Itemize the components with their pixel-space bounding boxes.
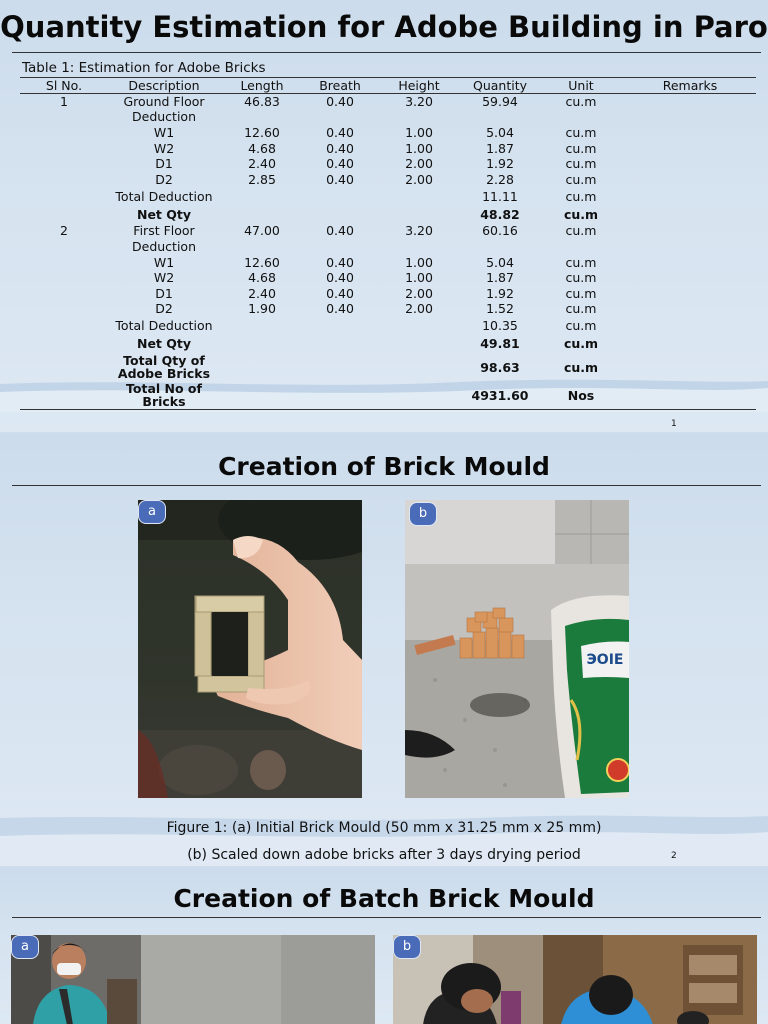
sl-no-cell: [20, 239, 108, 255]
height-cell: 3.20: [405, 93, 433, 109]
figure-caption-line2: (b) Scaled down adobe bricks after 3 days drying period: [187, 847, 581, 863]
sl-no-cell: [20, 172, 108, 188]
remarks-cell: [624, 94, 756, 110]
unit-cell: cu.m: [563, 206, 599, 222]
table-row: [20, 317, 756, 335]
column-header: Breath: [304, 78, 376, 94]
quantity-cell: 98.63: [480, 359, 520, 375]
unit-cell: cu.m: [565, 93, 597, 109]
height-cell: [376, 335, 462, 353]
breath-cell: 0.40: [326, 301, 354, 317]
quantity-cell: 59.94: [482, 93, 518, 109]
table-row: [20, 156, 756, 172]
sl-no-cell: [20, 353, 108, 381]
remarks-cell: [624, 381, 756, 410]
unit-cell: cu.m: [565, 223, 597, 239]
unit-cell: cu.m: [565, 188, 597, 204]
unit-cell: cu.m: [565, 301, 597, 317]
svg-text:ЭOIE: ЭOIE: [586, 652, 624, 668]
description-cell: Ground Floor: [123, 93, 205, 109]
quantity-cell: 48.82: [480, 206, 520, 222]
title-divider: [12, 485, 761, 486]
sl-no-cell: [20, 302, 108, 318]
photo-badge-a: a: [11, 935, 39, 959]
remarks-cell: [624, 335, 756, 353]
unit-cell: cu.m: [565, 140, 597, 156]
quantity-cell: 1.87: [486, 140, 514, 156]
table-row: [20, 381, 756, 410]
height-cell: 3.20: [405, 223, 433, 239]
breath-cell: 0.40: [326, 285, 354, 301]
description-cell: W2: [153, 140, 175, 156]
table-row: [20, 270, 756, 286]
unit-cell: [538, 239, 624, 255]
column-header: Height: [376, 78, 462, 94]
breath-cell: [304, 317, 376, 335]
batch-mould-photo-b: [393, 935, 757, 1024]
height-cell: [376, 317, 462, 335]
estimation-table: [20, 77, 756, 410]
height-cell: 1.00: [405, 124, 433, 140]
column-header: Remarks: [624, 78, 756, 94]
table-row: [20, 224, 756, 240]
breath-cell: [304, 381, 376, 410]
dried-bricks-photo: [405, 500, 629, 798]
photo-badge-b: b: [409, 502, 437, 526]
sl-no-cell: [20, 317, 108, 335]
sl-no-cell: [20, 110, 108, 126]
table-row: [20, 141, 756, 157]
description-cell: W2: [153, 270, 175, 286]
breath-cell: 0.40: [326, 254, 354, 270]
length-cell: 46.83: [244, 93, 280, 109]
description-cell: Total Deduction: [115, 188, 213, 204]
page-number: 2: [671, 851, 677, 861]
length-cell: 4.68: [248, 140, 276, 156]
table-caption: Table 1: Estimation for Adobe Bricks: [22, 60, 266, 76]
slide-title: Creation of Batch Brick Mould: [173, 884, 595, 913]
height-cell: [376, 206, 462, 224]
slide-batch-brick-mould: [0, 868, 768, 1024]
length-cell: 1.90: [248, 301, 276, 317]
length-cell: [220, 239, 304, 255]
quantity-cell: 1.52: [486, 301, 514, 317]
description-cell: D1: [155, 156, 173, 172]
quantity-cell: 1.92: [486, 156, 514, 172]
column-header: Length: [220, 78, 304, 94]
description-cell: W1: [153, 254, 175, 270]
unit-cell: cu.m: [565, 156, 597, 172]
height-cell: [376, 188, 462, 206]
height-cell: [376, 353, 462, 381]
sl-no-cell: [20, 206, 108, 224]
breath-cell: 0.40: [326, 140, 354, 156]
page-title: Quantity Estimation for Adobe Building in Paro: [0, 10, 768, 44]
height-cell: 2.00: [405, 156, 433, 172]
quantity-cell: 4931.60: [462, 381, 538, 410]
length-cell: [220, 110, 304, 126]
description-cell: D2: [155, 301, 173, 317]
length-cell: [220, 206, 304, 224]
breath-cell: [304, 110, 376, 126]
description-cell: Deduction: [132, 238, 196, 254]
quantity-cell: [462, 110, 538, 126]
description-cell: W1: [153, 124, 175, 140]
table-row: [20, 110, 756, 126]
remarks-cell: [624, 188, 756, 206]
quantity-cell: 1.92: [486, 285, 514, 301]
breath-cell: 0.40: [326, 171, 354, 187]
length-cell: [220, 353, 304, 381]
remarks-cell: [624, 156, 756, 172]
table-row: [20, 239, 756, 255]
table-row: [20, 188, 756, 206]
description-cell: D2: [155, 171, 173, 187]
breath-cell: [304, 206, 376, 224]
unit-cell: cu.m: [565, 318, 597, 334]
sl-no-cell: [20, 270, 108, 286]
breath-cell: [304, 353, 376, 381]
length-cell: 12.60: [244, 254, 280, 270]
height-cell: 1.00: [405, 270, 433, 286]
table-header-row: [20, 78, 756, 94]
remarks-cell: [624, 239, 756, 255]
height-cell: 2.00: [405, 301, 433, 317]
remarks-cell: [624, 270, 756, 286]
table-row: [20, 125, 756, 141]
length-cell: [220, 335, 304, 353]
sl-no-cell: [20, 141, 108, 157]
sl-no-cell: 1: [60, 93, 68, 109]
remarks-cell: [624, 141, 756, 157]
sl-no-cell: [20, 286, 108, 302]
description-cell: D1: [155, 285, 173, 301]
sl-no-cell: 2: [60, 223, 68, 239]
length-cell: 12.60: [244, 124, 280, 140]
length-cell: [220, 381, 304, 410]
height-cell: [376, 110, 462, 126]
page-number: 1: [671, 419, 677, 429]
breath-cell: 0.40: [326, 270, 354, 286]
quantity-cell: 10.35: [482, 318, 518, 334]
title-divider: [12, 52, 761, 53]
column-header: Description: [108, 78, 220, 94]
unit-cell: cu.m: [565, 124, 597, 140]
quantity-cell: 2.28: [486, 171, 514, 187]
quantity-cell: 11.11: [482, 188, 518, 204]
description-cell: First Floor: [133, 223, 195, 239]
description-cell: Net Qty: [136, 206, 192, 222]
brick-mould-photo: [138, 500, 362, 798]
figure-caption: Figure 1: (a) Initial Brick Mould (50 mm x 31.25 mm x 25 mm): [166, 820, 602, 836]
slide-quantity-estimation: [0, 0, 768, 432]
height-cell: 1.00: [405, 140, 433, 156]
height-cell: 1.00: [405, 254, 433, 270]
description-cell: Deduction: [132, 109, 196, 125]
breath-cell: 0.40: [326, 156, 354, 172]
sl-no-cell: [20, 255, 108, 271]
breath-cell: 0.40: [326, 223, 354, 239]
height-cell: 2.00: [405, 171, 433, 187]
slide-brick-mould: [0, 434, 768, 866]
length-cell: [220, 188, 304, 206]
length-cell: 4.68: [248, 270, 276, 286]
breath-cell: [304, 188, 376, 206]
sl-no-cell: [20, 156, 108, 172]
table-row: [20, 206, 756, 224]
description-cell: Total No of Bricks: [108, 381, 220, 410]
photo-badge-a: a: [138, 500, 166, 524]
breath-cell: [304, 335, 376, 353]
table-row: [20, 302, 756, 318]
quantity-cell: 49.81: [480, 336, 520, 352]
breath-cell: [304, 239, 376, 255]
breath-cell: 0.40: [326, 93, 354, 109]
quantity-cell: 60.16: [482, 223, 518, 239]
length-cell: 2.85: [248, 171, 276, 187]
breath-cell: 0.40: [326, 124, 354, 140]
quantity-cell: [462, 239, 538, 255]
remarks-cell: [624, 206, 756, 224]
remarks-cell: [624, 255, 756, 271]
column-header: Sl No.: [20, 78, 108, 94]
sl-no-cell: [20, 188, 108, 206]
height-cell: [376, 239, 462, 255]
remarks-cell: [624, 317, 756, 335]
batch-mould-photo-a: [11, 935, 375, 1024]
remarks-cell: [624, 353, 756, 381]
slide-title: Creation of Brick Mould: [218, 452, 550, 481]
table-row: [20, 94, 756, 110]
sl-no-cell: [20, 335, 108, 353]
quantity-cell: 5.04: [486, 254, 514, 270]
title-divider: [12, 917, 761, 918]
unit-cell: cu.m: [565, 270, 597, 286]
height-cell: 2.00: [405, 285, 433, 301]
unit-cell: cu.m: [563, 359, 599, 375]
photo-badge-b: b: [393, 935, 421, 959]
table-row: [20, 335, 756, 353]
column-header: Unit: [538, 78, 624, 94]
remarks-cell: [624, 110, 756, 126]
length-cell: 2.40: [248, 156, 276, 172]
unit-cell: cu.m: [565, 285, 597, 301]
remarks-cell: [624, 302, 756, 318]
remarks-cell: [624, 224, 756, 240]
unit-cell: [538, 110, 624, 126]
unit-cell: cu.m: [563, 336, 599, 352]
sl-no-cell: [20, 381, 108, 410]
unit-cell: Nos: [538, 381, 624, 410]
length-cell: [220, 317, 304, 335]
remarks-cell: [624, 172, 756, 188]
description-cell: Total Deduction: [115, 318, 213, 334]
length-cell: 47.00: [244, 223, 280, 239]
height-cell: [376, 381, 462, 410]
remarks-cell: [624, 125, 756, 141]
description-cell: Total Qty of Adobe Bricks: [117, 353, 211, 382]
sl-no-cell: [20, 125, 108, 141]
column-header: Quantity: [462, 78, 538, 94]
unit-cell: cu.m: [565, 254, 597, 270]
table-row: [20, 286, 756, 302]
table-row: [20, 255, 756, 271]
table-row: [20, 353, 756, 381]
unit-cell: cu.m: [565, 171, 597, 187]
table-row: [20, 172, 756, 188]
description-cell: Net Qty: [136, 336, 192, 352]
quantity-cell: 5.04: [486, 124, 514, 140]
quantity-cell: 1.87: [486, 270, 514, 286]
length-cell: 2.40: [248, 285, 276, 301]
remarks-cell: [624, 286, 756, 302]
